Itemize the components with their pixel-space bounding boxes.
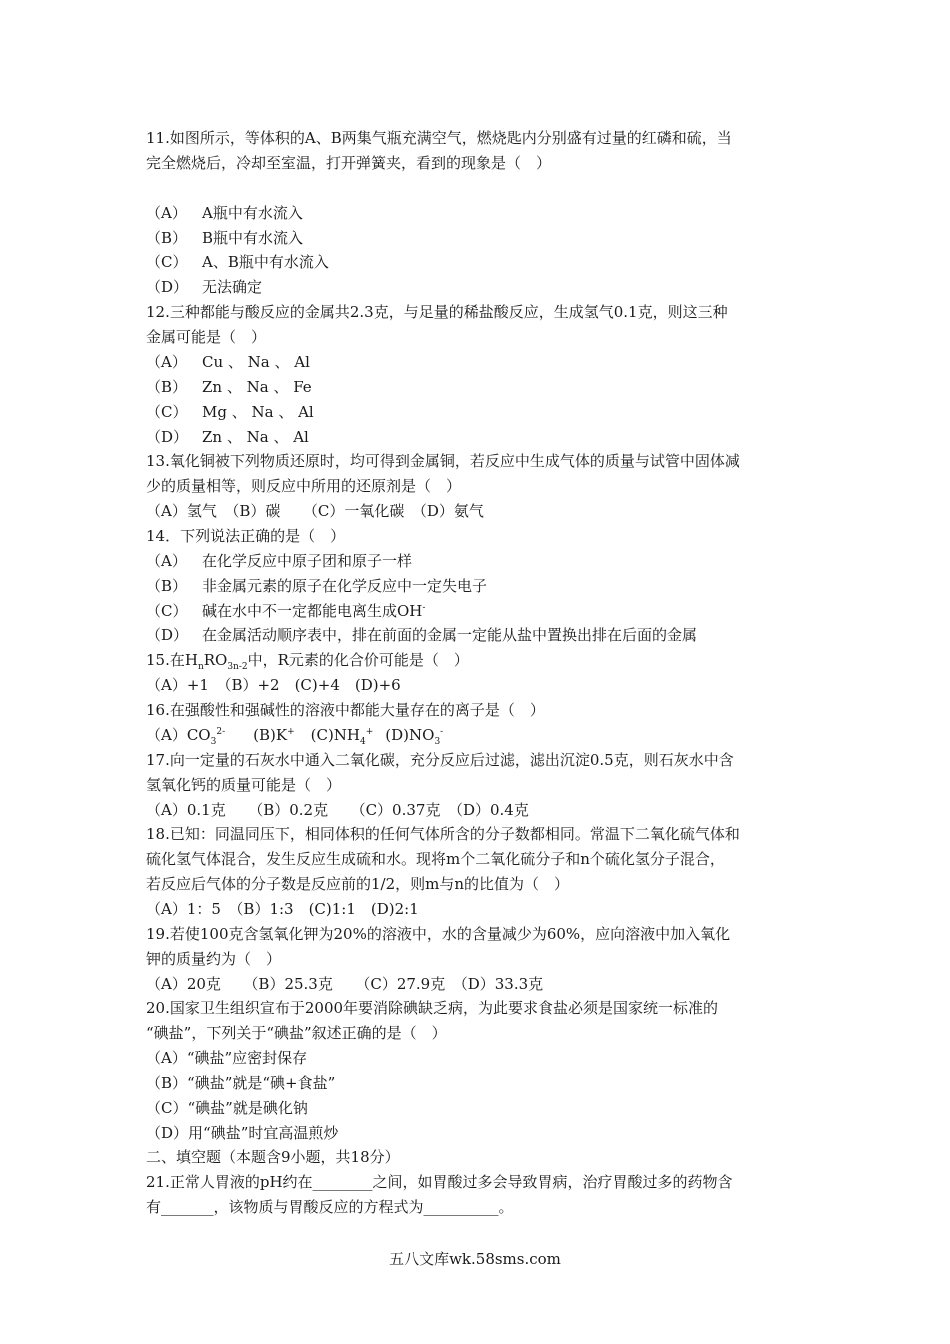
- subscript: 4: [360, 737, 366, 747]
- q19-stem-line2: 钾的质量约为（ ）: [146, 950, 282, 968]
- q11-stem-line1: 11.如图所示，等体积的A、B两集气瓶充满空气，燃烧匙内分别盛有过量的红磷和硫，当: [146, 129, 732, 147]
- q14-option-b: [146, 576, 487, 596]
- subscript: n: [197, 662, 204, 672]
- q18-options: （A）1：5 （B）1:3 (C)1:1 (D)2:1: [146, 900, 419, 918]
- option-text: B瓶中有水流入: [202, 229, 304, 247]
- q12-stem-line1: 12.三种都能与酸反应的金属共2.3克，与足量的稀盐酸反应，生成氢气0.1克，则这三种: [146, 303, 728, 321]
- q11-option-c: [146, 252, 329, 272]
- q20-option-d: （D）用“碘盐”时宜高温煎炒: [146, 1124, 339, 1142]
- q15-options: （A）+1 （B）+2 (C)+4 (D)+6: [146, 676, 401, 694]
- option-text: 在化学反应中原子团和原子一样: [202, 552, 413, 570]
- q17-stem-line2: 氢氧化钙的质量可能是（ ）: [146, 776, 342, 794]
- q19-options: （A）20克 （B）25.3克 （C）27.9克 （D）33.3克: [146, 975, 544, 993]
- q20-stem-line1: 20.国家卫生组织宣布于2000年要消除碘缺乏病，为此要求食盐必须是国家统一标准的: [146, 999, 719, 1017]
- q16-option-b: (B)K: [253, 726, 288, 744]
- q20-option-b: （B）“碘盐”就是“碘+食盐”: [146, 1074, 336, 1092]
- page-footer: 五八文库wk.58sms.com: [389, 1250, 561, 1268]
- q14-option-a: [146, 551, 412, 571]
- q14-option-d: [146, 625, 697, 645]
- q21-stem-line1: 21.正常人胃液的pH约在________之间，如胃酸过多会导致胃病，治疗胃酸过多的药物含: [146, 1173, 733, 1191]
- q12-stem-line2: 金属可能是（ ）: [146, 328, 267, 346]
- q15-mid: RO: [203, 651, 228, 669]
- q12-option-a: [146, 352, 310, 372]
- option-text: Cu 、 Na 、 Al: [202, 353, 310, 371]
- superscript: -: [422, 603, 426, 613]
- q20-option-a: （A）“碘盐”应密封保存: [146, 1049, 308, 1067]
- q12-option-b: [146, 377, 312, 397]
- q20-stem-line2: “碘盐”，下列关于“碘盐”叙述正确的是（ ）: [146, 1024, 447, 1042]
- section-heading: 二、填空题（本题含9小题，共18分）: [146, 1148, 400, 1166]
- option-text: 非金属元素的原子在化学反应中一定失电子: [202, 577, 488, 595]
- q21-stem-line2: 有_______，该物质与胃酸反应的方程式为__________。: [146, 1198, 514, 1216]
- option-label: （A）: [146, 353, 187, 371]
- q15-prefix: 15.在H: [146, 651, 198, 669]
- q14-stem: 14．下列说法正确的是（ ）: [146, 527, 346, 545]
- q13-options: （A）氢气 （B）碳 （C）一氧化碳 （D）氨气: [146, 502, 484, 520]
- option-label: （C）: [146, 602, 188, 620]
- superscript: +: [287, 727, 295, 737]
- q16-stem: 16.在强酸性和强碱性的溶液中都能大量存在的离子是（ ）: [146, 701, 545, 719]
- option-text: 在金属活动顺序表中，排在前面的金属一定能从盐中置换出排在后面的金属: [202, 626, 698, 644]
- option-text: A、B瓶中有水流入: [202, 253, 329, 271]
- option-label: （C）: [146, 253, 188, 271]
- option-text: Zn 、 Na 、 Fe: [202, 378, 312, 396]
- option-label: （A）: [146, 552, 187, 570]
- option-text: 碱在水中不一定都能电离生成OH: [202, 602, 423, 620]
- q17-stem-line1: 17.向一定量的石灰水中通入二氧化碳，充分反应后过滤，滤出沉淀0.5克，则石灰水中含: [146, 751, 734, 769]
- q11-option-d: [146, 277, 262, 297]
- option-label: （B）: [146, 577, 188, 595]
- q16-option-a: （A）CO: [146, 726, 211, 744]
- q13-stem-line2: 少的质量相等，则反应中所用的还原剂是（ ）: [146, 477, 462, 495]
- option-label: （A）: [146, 204, 187, 222]
- q19-stem-line1: 19.若使100克含氢氧化钾为20%的溶液中，水的含量减少为60%，应向溶液中加入氧化: [146, 925, 731, 943]
- q18-stem-line1: 18.已知：同温同压下，相同体积的任何气体所含的分子数都相同。常温下二氧化硫气体和: [146, 825, 740, 843]
- option-label: （C）: [146, 403, 188, 421]
- q18-stem-line2: 硫化氢气体混合，发生反应生成硫和水。现将m个二氧化硫分子和n个硫化氢分子混合，: [146, 850, 725, 868]
- q15-stem: [146, 650, 469, 670]
- option-text: Mg 、 Na 、 Al: [202, 403, 314, 421]
- q11-option-a: [146, 203, 303, 223]
- subscript: 3n-2: [227, 662, 248, 672]
- q18-stem-line3: 若反应后气体的分子数是反应前的1/2，则m与n的比值为（ ）: [146, 875, 570, 893]
- q17-options: （A）0.1克 （B）0.2克 （C）0.37克 （D）0.4克: [146, 801, 529, 819]
- option-label: （D）: [146, 428, 189, 446]
- superscript: 2-: [216, 727, 226, 737]
- option-label: （B）: [146, 229, 188, 247]
- option-text: 无法确定: [202, 278, 263, 296]
- superscript: +: [365, 727, 374, 737]
- q16-option-d: (D)NO: [385, 726, 435, 744]
- option-label: （B）: [146, 378, 188, 396]
- option-text: A瓶中有水流入: [202, 204, 303, 222]
- q11-stem-line2: 完全燃烧后，冷却至室温，打开弹簧夹，看到的现象是（ ）: [146, 154, 552, 172]
- q15-suffix: 中，R元素的化合价可能是（ ）: [247, 651, 469, 669]
- q11-option-b: [146, 228, 303, 248]
- subscript: 3: [210, 737, 217, 747]
- option-text: Zn 、 Na 、 Al: [202, 428, 309, 446]
- option-label: （D）: [146, 626, 189, 644]
- q16-option-c: (C)NH: [310, 726, 360, 744]
- option-label: （D）: [146, 278, 189, 296]
- superscript: -: [440, 727, 444, 737]
- q13-stem-line1: 13.氧化铜被下列物质还原时，均可得到金属铜，若反应中生成气体的质量与试管中固体减: [146, 452, 740, 470]
- q12-option-d: [146, 427, 309, 447]
- q20-option-c: （C）“碘盐”就是碘化钠: [146, 1099, 308, 1117]
- q16-options: [146, 725, 443, 745]
- q12-option-c: [146, 402, 314, 422]
- subscript: 3: [434, 737, 441, 747]
- q14-option-c: [146, 601, 425, 621]
